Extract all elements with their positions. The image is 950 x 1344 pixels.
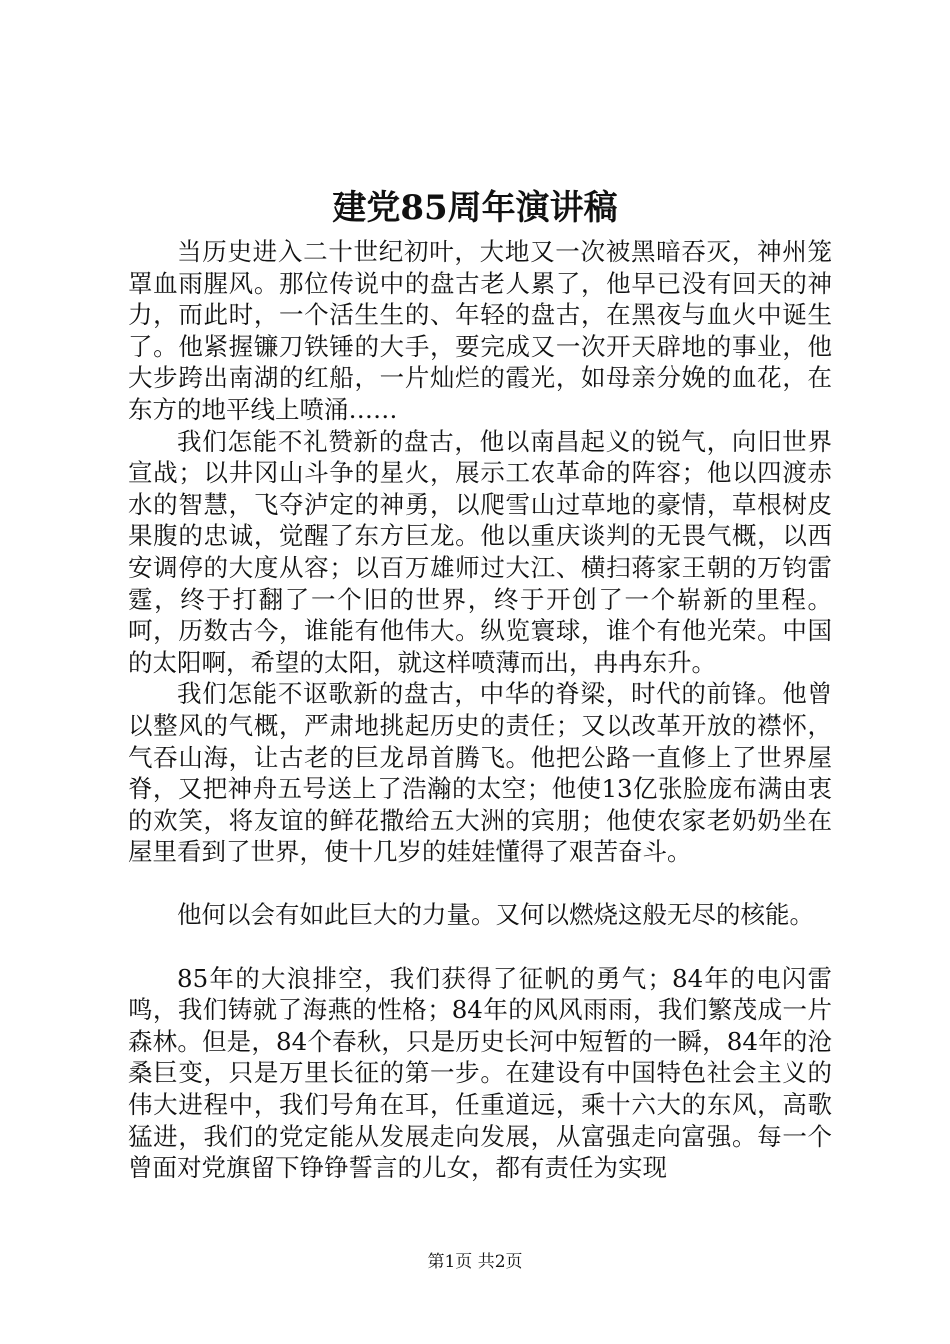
paragraph-5: 85年的大浪排空，我们获得了征帆的勇气；84年的电闪雷鸣，我们铸就了海燕的性格；84年的风风雨雨，我们繁茂成一片森林。但是，84个春秋，只是历史长河中短暂的一瞬，84年的沧桑巨变，只是万里长征的第一步。在建设有中国特色社会主义的伟大进程中，我们号角在耳，任重道远，乘十六大的东风，高歌猛进，我们的党定能从发展走向发展，从富强走向富强。每一个曾面对党旗留下铮铮誓言的儿女，都有责任为实现 [128, 963, 832, 1183]
paragraph-4: 他何以会有如此巨大的力量。又何以燃烧这般无尽的核能。 [177, 900, 814, 930]
paragraph-2: 我们怎能不礼赞新的盘古，他以南昌起义的锐气，向旧世界宣战；以井冈山斗争的星火，展示工农革命的阵容；他以四渡赤水的智慧，飞夺泸定的神勇，以爬雪山过草地的豪情，草根树皮果腹的忠诚，觉醒了东方巨龙。他以重庆谈判的无畏气概，以西安调停的大度从容；以百万雄师过大江、横扫蒋家王朝的万钧雷霆，终于打翻了一个旧的世界，终于开创了一个崭新的里程。呵，历数古今，谁能有他伟大。纵览寰球，谁个有他光荣。中国的太阳啊，希望的太阳，就这样喷薄而出，冉冉东升。 [128, 426, 832, 677]
document-body [128, 236, 832, 1184]
document-title: 建党85周年演讲稿 [332, 188, 618, 228]
page-footer: 第1页 共2页 [427, 1252, 523, 1272]
paragraph-3: 我们怎能不讴歌新的盘古，中华的脊梁，时代的前锋。他曾以整风的气概，严肃地挑起历史的责任；又以改革开放的襟怀，气吞山海，让古老的巨龙昂首腾飞。他把公路一直修上了世界屋脊，又把神舟五号送上了浩瀚的太空；他使13亿张脸庞布满由衷的欢笑，将友谊的鲜花撒给五大洲的宾朋；他使农家老奶奶坐在屋里看到了世界，使十几岁的娃娃懂得了艰苦奋斗。 [128, 679, 832, 867]
paragraph-1: 当历史进入二十世纪初叶，大地又一次被黑暗吞灭，神州笼罩血雨腥风。那位传说中的盘古老人累了，他早已没有回天的神力，而此时，一个活生生的、年轻的盘古，在黑夜与血火中诞生了。他紧握镰刀铁锤的大手，要完成又一次开天辟地的事业，他大步跨出南湖的红船，一片灿烂的霞光，如母亲分娩的血花，在东方的地平线上喷涌…… [128, 237, 832, 424]
